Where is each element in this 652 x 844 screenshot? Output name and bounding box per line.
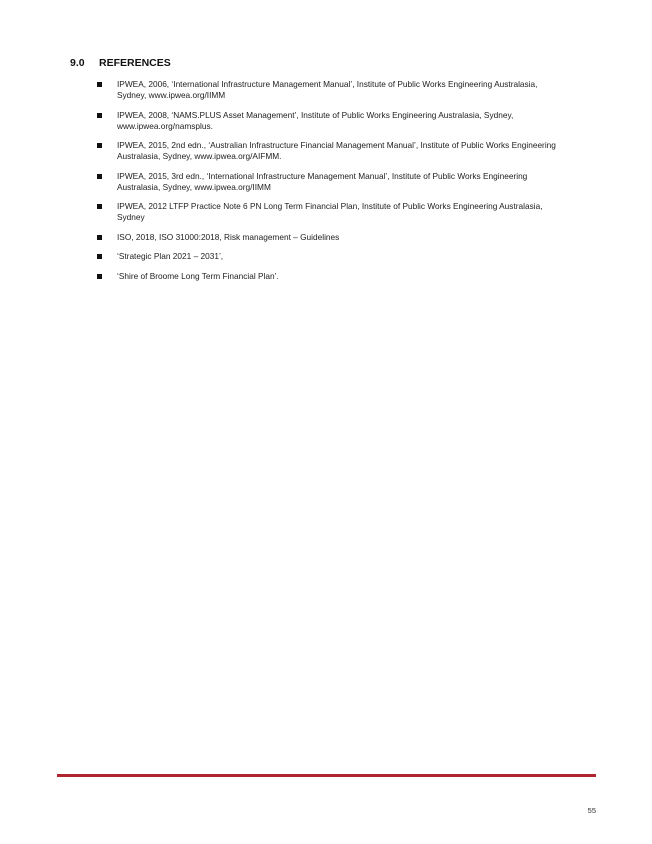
reference-text: IPWEA, 2015, 3rd edn., ‘International Infrastructure Management Manual’, Institute of Public Works Engineering Australasia, Sydney, www.ipwea.org/IIMM	[117, 170, 528, 192]
reference-item	[97, 251, 562, 262]
section-heading	[70, 57, 171, 69]
footer-divider	[57, 774, 596, 777]
reference-item	[97, 271, 562, 282]
page-number: 55	[587, 806, 596, 815]
square-bullet-icon	[97, 174, 102, 179]
reference-text: ‘Strategic Plan 2021 – 2031’,	[117, 251, 224, 261]
square-bullet-icon	[97, 274, 102, 279]
square-bullet-icon	[97, 82, 102, 87]
references-list	[97, 79, 562, 290]
reference-text: IPWEA, 2008, ‘NAMS.PLUS Asset Management’, Institute of Public Works Engineering Australasia, Sydney, www.ipwea.org/namsplus.	[117, 109, 514, 131]
square-bullet-icon	[97, 113, 102, 118]
reference-text: IPWEA, 2012 LTFP Practice Note 6 PN Long Term Financial Plan, Institute of Public Works Engineering Australasia, Sydney	[117, 201, 543, 222]
section-title: REFERENCES	[99, 57, 171, 69]
reference-text: IPWEA, 2015, 2nd edn., ‘Australian Infrastructure Financial Management Manual’, Institute of Public Works Engineering Australasia, Sydney, www.ipwea.org/AIFMM.	[117, 140, 556, 161]
reference-text: ISO, 2018, ISO 31000:2018, Risk management – Guidelines	[117, 231, 340, 242]
reference-item	[97, 171, 562, 193]
reference-item	[97, 232, 562, 243]
reference-item	[97, 140, 562, 162]
reference-item	[97, 79, 562, 101]
square-bullet-icon	[97, 204, 102, 209]
reference-text: ‘Shire of Broome Long Term Financial Plan’.	[117, 270, 279, 281]
square-bullet-icon	[97, 254, 102, 259]
section-number: 9.0	[70, 57, 85, 69]
reference-item	[97, 201, 562, 223]
square-bullet-icon	[97, 143, 102, 148]
reference-item	[97, 110, 562, 132]
square-bullet-icon	[97, 235, 102, 240]
reference-text: IPWEA, 2006, ‘International Infrastructure Management Manual’, Institute of Public Works Engineering Australasia, Sydney, www.ipwea.org/IIMM	[117, 79, 538, 100]
